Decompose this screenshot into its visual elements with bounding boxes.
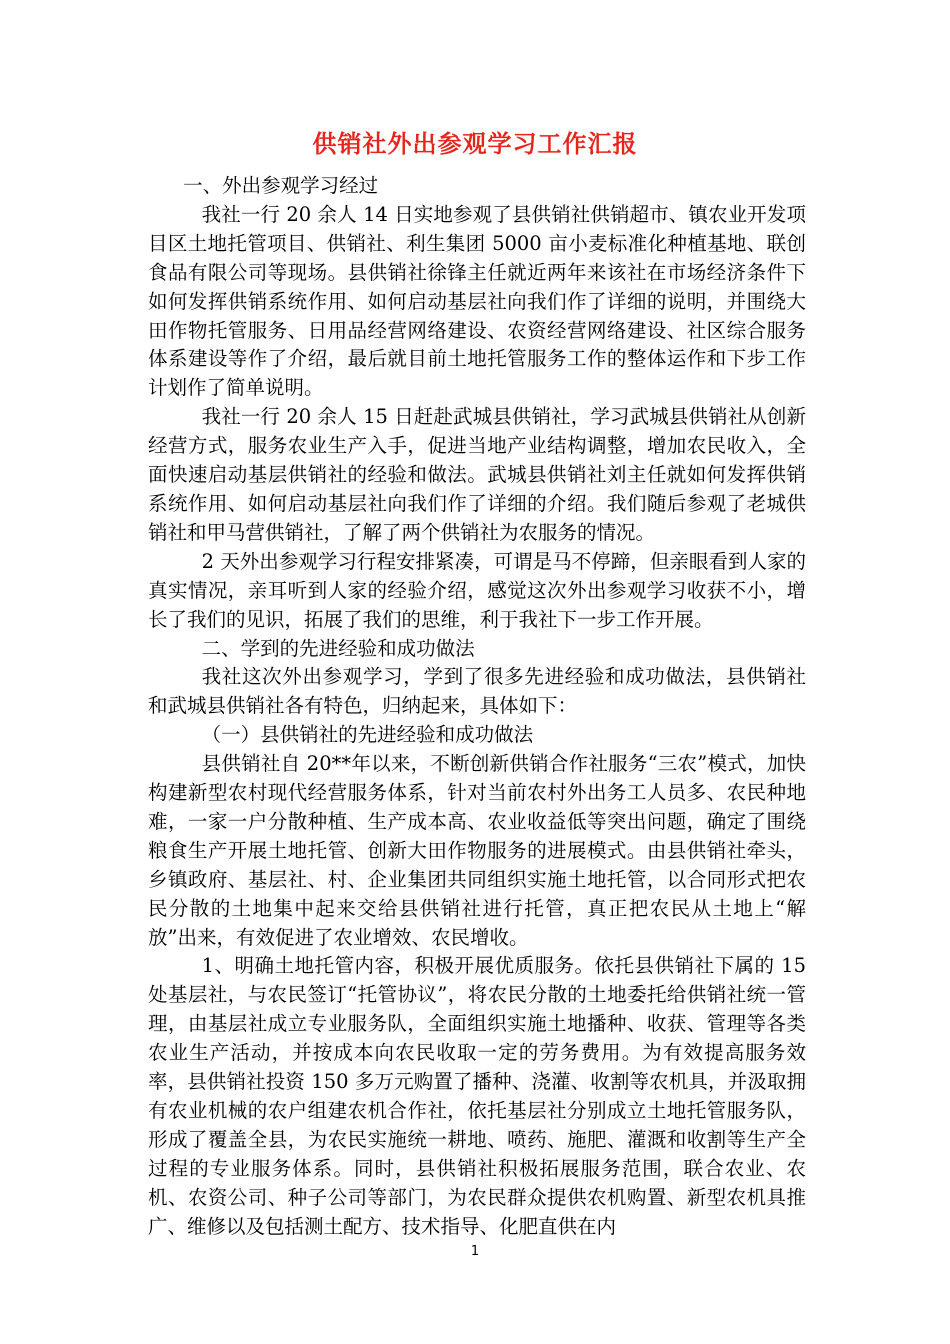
paragraph: 我社一行 20 余人 14 日实地参观了县供销社供销超市、镇农业开发项目区土地托管项目、供销社、利生集团 5000 亩小麦标准化种植基地、联创食品有限公司等现场。县供销社徐锋主任就近两年来该社在市场经济条件下如何发挥供销系统作用、如何启动基层社向我们作了详细的说明，并围绕大田作物托管服务、日用品经营网络建设、农资经营网络建设、社区综合服务体系建设等作了介绍，最后就目前土地托管服务工作的整体运作和下步工作计划作了简单说明。 [148,202,806,400]
document-title: 供销社外出参观学习工作汇报 [312,130,638,158]
subsection-heading: （一）县供销社的先进经验和成功做法 [201,723,534,747]
paragraph: 1、明确土地托管内容，积极开展优质服务。依托县供销社下属的 15 处基层社，与农民签订“托管协议”，将农民分散的土地委托给供销社统一管理，由基层社成立专业服务队，全面组织实施土地播种、收获、管理等各类农业生产活动，并按成本向农民收取一定的劳务费用。为有效提高服务效率，县供销社投资 150 多万元购置了播种、浇灌、收割等农机具，并汲取拥有农业机械的农户组建农机合作社，依托基层社分别成立土地托管服务队，形成了覆盖全县，为农民实施统一耕地、喷药、施肥、灌溉和收割等生产全过程的专业服务体系。同时，县供销社积极拓展服务范围，联合农业、农机、农资公司、种子公司等部门，为农民群众提供农机购置、新型农机具推广、维修以及包括测土配方、技术指导、化肥直供在内 [148,954,806,1238]
paragraph: 县供销社自 20**年以来，不断创新供销合作社服务“三农”模式，加快构建新型农村现代经营服务体系，针对当前农村外出务工人员多、农民种地难，一家一户分散种植、生产成本高、农业收益低等突出问题，确定了围绕粮食生产开展土地托管、创新大田作物服务的进展模式。由县供销社牵头，乡镇政府、基层社、村、企业集团共同组织实施土地托管，以合同形式把农民分散的土地集中起来交给县供销社进行托管，真正把农民从土地上“解放”出来，有效促进了农业增效、农民增收。 [148,752,806,949]
paragraph: 我社一行 20 余人 15 日赶赴武城县供销社，学习武城县供销社从创新经营方式，服务农业生产入手，促进当地产业结构调整，增加农民收入，全面快速启动基层供销社的经验和做法。武城县供销社刘主任就如何发挥供销系统作用、如何启动基层社向我们作了详细的介绍。我们随后参观了老城供销社和甲马营供销社，了解了两个供销社为农服务的情况。 [148,405,806,544]
section-heading: 一、外出参观学习经过 [183,174,379,197]
document-body [148,172,806,1242]
paragraph: 我社这次外出参观学习，学到了很多先进经验和成功做法，县供销社和武城县供销社各有特色，归纳起来，具体如下： [148,665,806,718]
section-heading: 二、学到的先进经验和成功做法 [201,636,475,660]
page-number: 1 [470,1244,480,1259]
paragraph: 2 天外出参观学习行程安排紧凑，可谓是马不停蹄，但亲眼看到人家的真实情况，亲耳听到人家的经验介绍，感觉这次外出参观学习收获不小，增长了我们的见识，拓展了我们的思维，利于我社下一步工作开展。 [148,549,806,631]
